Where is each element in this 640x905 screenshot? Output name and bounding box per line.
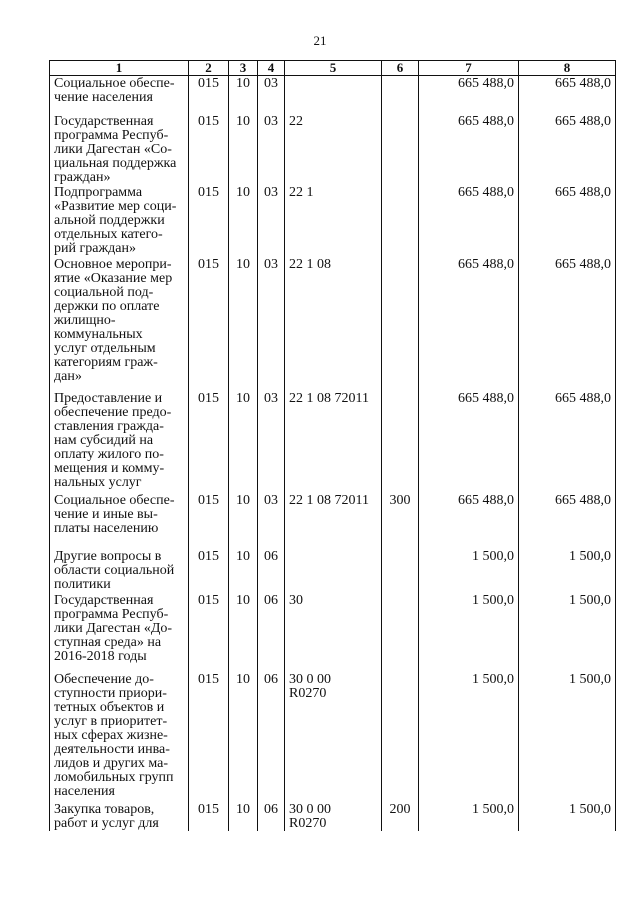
row-code-5: 30 bbox=[285, 593, 382, 672]
row-code-4: 03 bbox=[258, 391, 285, 493]
row-code-5: 30 0 00 R0270 bbox=[285, 672, 382, 802]
column-header: 3 bbox=[229, 61, 258, 76]
row-code-3: 10 bbox=[229, 76, 258, 114]
row-code-2: 015 bbox=[189, 76, 229, 114]
row-code-3: 10 bbox=[229, 391, 258, 493]
row-amount-7: 665 488,0 bbox=[419, 185, 519, 257]
table-row bbox=[50, 391, 616, 493]
column-header: 8 bbox=[519, 61, 616, 76]
column-header: 6 bbox=[382, 61, 419, 76]
page-number: 21 bbox=[313, 33, 327, 48]
row-amount-7: 665 488,0 bbox=[419, 257, 519, 391]
row-code-2: 015 bbox=[189, 593, 229, 672]
row-amount-7: 665 488,0 bbox=[419, 114, 519, 185]
row-code-4: 06 bbox=[258, 549, 285, 593]
row-code-6 bbox=[382, 257, 419, 391]
row-code-5: 30 0 00 R0270 bbox=[285, 802, 382, 831]
row-name: Социальное обеспе- чение и иные вы- платы населению bbox=[50, 493, 189, 549]
row-code-3: 10 bbox=[229, 593, 258, 672]
row-name: Закупка товаров, работ и услуг для bbox=[50, 802, 189, 831]
row-code-6 bbox=[382, 593, 419, 672]
row-amount-8: 665 488,0 bbox=[519, 185, 616, 257]
table-row bbox=[50, 76, 616, 114]
row-name: Основное меропри- ятие «Оказание мер социальной под- держки по оплате жилищно- коммунальных услуг отдельным категориям граж- дан» bbox=[50, 257, 189, 391]
table-row bbox=[50, 185, 616, 257]
row-code-4: 06 bbox=[258, 802, 285, 831]
row-code-3: 10 bbox=[229, 549, 258, 593]
row-code-6 bbox=[382, 185, 419, 257]
row-amount-8: 665 488,0 bbox=[519, 493, 616, 549]
row-code-6 bbox=[382, 76, 419, 114]
table-row bbox=[50, 593, 616, 672]
row-code-2: 015 bbox=[189, 257, 229, 391]
row-code-3: 10 bbox=[229, 802, 258, 831]
row-code-6 bbox=[382, 549, 419, 593]
row-code-3: 10 bbox=[229, 493, 258, 549]
row-name: Другие вопросы в области социальной политики bbox=[50, 549, 189, 593]
column-header: 1 bbox=[50, 61, 189, 76]
row-code-4: 03 bbox=[258, 76, 285, 114]
row-amount-7: 665 488,0 bbox=[419, 493, 519, 549]
table-row bbox=[50, 549, 616, 593]
row-code-6 bbox=[382, 672, 419, 802]
row-amount-8: 1 500,0 bbox=[519, 593, 616, 672]
column-header: 7 bbox=[419, 61, 519, 76]
row-code-5: 22 1 08 bbox=[285, 257, 382, 391]
row-code-2: 015 bbox=[189, 549, 229, 593]
row-amount-8: 665 488,0 bbox=[519, 391, 616, 493]
row-code-5: 22 1 bbox=[285, 185, 382, 257]
budget-table bbox=[49, 60, 616, 831]
row-name: Государственная программа Респуб- лики Дагестан «До- ступная среда» на 2016-2018 годы bbox=[50, 593, 189, 672]
row-code-5: 22 1 08 72011 bbox=[285, 493, 382, 549]
row-amount-7: 1 500,0 bbox=[419, 672, 519, 802]
column-header: 2 bbox=[189, 61, 229, 76]
row-code-6: 300 bbox=[382, 493, 419, 549]
row-code-5: 22 1 08 72011 bbox=[285, 391, 382, 493]
row-code-6 bbox=[382, 391, 419, 493]
table-body bbox=[50, 76, 616, 831]
row-amount-7: 665 488,0 bbox=[419, 391, 519, 493]
row-code-4: 03 bbox=[258, 185, 285, 257]
row-code-3: 10 bbox=[229, 672, 258, 802]
row-name: Предоставление и обеспечение предо- ставления гражда- нам субсидий на оплату жилого по- мещения и комму- нальных услуг bbox=[50, 391, 189, 493]
row-code-2: 015 bbox=[189, 493, 229, 549]
table-header-row bbox=[50, 61, 616, 76]
row-amount-7: 1 500,0 bbox=[419, 802, 519, 831]
column-header: 4 bbox=[258, 61, 285, 76]
row-code-2: 015 bbox=[189, 672, 229, 802]
row-code-2: 015 bbox=[189, 391, 229, 493]
row-code-6 bbox=[382, 114, 419, 185]
row-code-2: 015 bbox=[189, 802, 229, 831]
row-code-4: 06 bbox=[258, 672, 285, 802]
row-code-3: 10 bbox=[229, 257, 258, 391]
row-code-4: 06 bbox=[258, 593, 285, 672]
row-amount-8: 1 500,0 bbox=[519, 672, 616, 802]
column-header: 5 bbox=[285, 61, 382, 76]
table-row bbox=[50, 493, 616, 549]
table-row bbox=[50, 257, 616, 391]
table-row bbox=[50, 802, 616, 831]
row-code-4: 03 bbox=[258, 114, 285, 185]
row-amount-8: 1 500,0 bbox=[519, 549, 616, 593]
row-amount-7: 1 500,0 bbox=[419, 549, 519, 593]
row-code-6: 200 bbox=[382, 802, 419, 831]
row-amount-7: 1 500,0 bbox=[419, 593, 519, 672]
row-amount-8: 665 488,0 bbox=[519, 257, 616, 391]
table-row bbox=[50, 114, 616, 185]
row-code-5 bbox=[285, 76, 382, 114]
row-code-5: 22 bbox=[285, 114, 382, 185]
row-code-3: 10 bbox=[229, 114, 258, 185]
table-row bbox=[50, 672, 616, 802]
row-amount-8: 665 488,0 bbox=[519, 114, 616, 185]
row-code-3: 10 bbox=[229, 185, 258, 257]
row-code-2: 015 bbox=[189, 185, 229, 257]
row-code-2: 015 bbox=[189, 114, 229, 185]
row-name: Подпрограмма «Развитие мер соци- альной поддержки отдельных катего- рий граждан» bbox=[50, 185, 189, 257]
row-amount-7: 665 488,0 bbox=[419, 76, 519, 114]
row-name: Социальное обеспе- чение населения bbox=[50, 76, 189, 114]
row-name: Государственная программа Респуб- лики Дагестан «Со- циальная поддержка граждан» bbox=[50, 114, 189, 185]
row-code-4: 03 bbox=[258, 257, 285, 391]
row-code-5 bbox=[285, 549, 382, 593]
row-name: Обеспечение до- ступности приори- тетных объектов и услуг в приоритет- ных сферах жизне- деятельности инва- лидов и других ма- ломобильных групп населения bbox=[50, 672, 189, 802]
row-amount-8: 665 488,0 bbox=[519, 76, 616, 114]
row-amount-8: 1 500,0 bbox=[519, 802, 616, 831]
row-code-4: 03 bbox=[258, 493, 285, 549]
